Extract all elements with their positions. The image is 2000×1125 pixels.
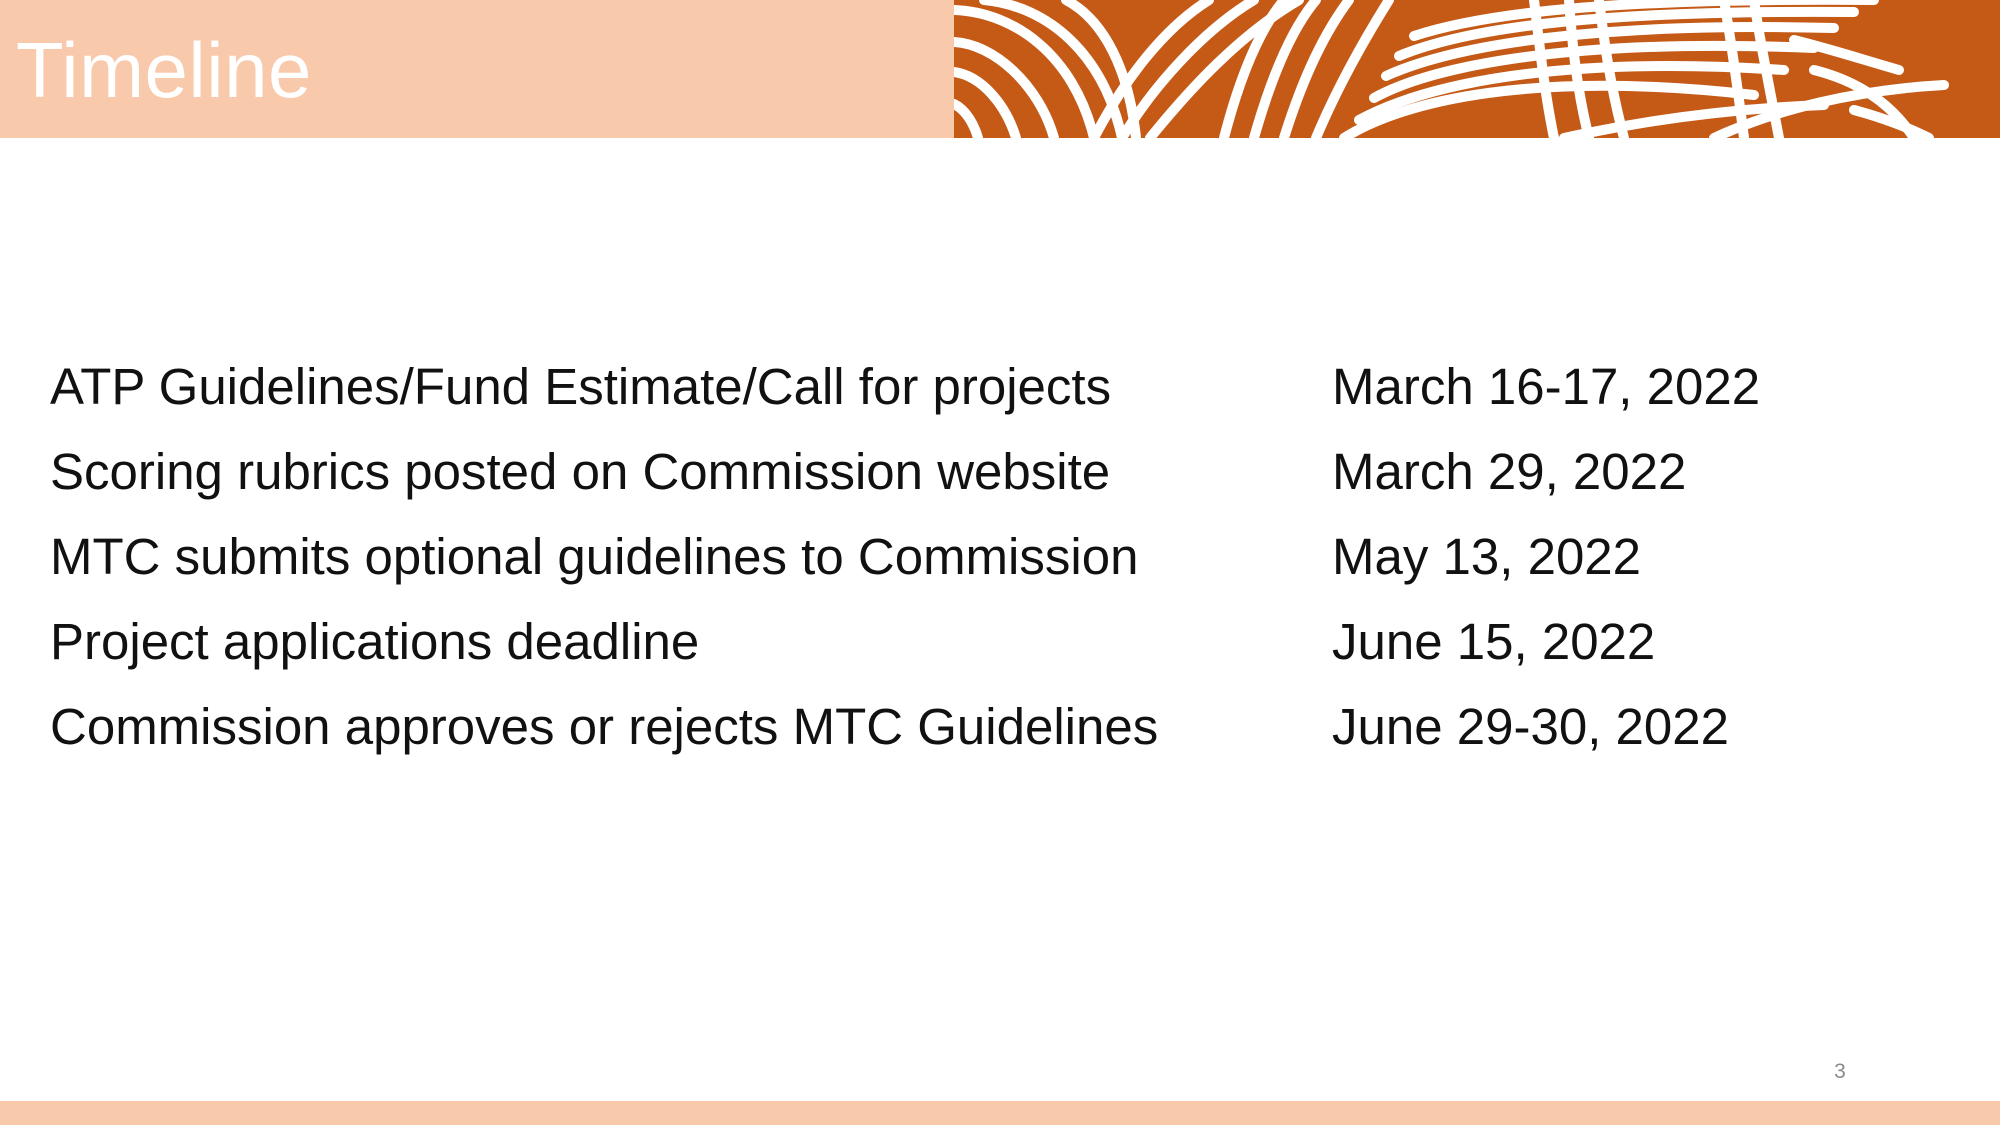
timeline-event-date: May 13, 2022 bbox=[1332, 528, 1642, 585]
timeline-event-date: June 29-30, 2022 bbox=[1332, 698, 1729, 755]
timeline-row bbox=[50, 599, 1910, 684]
timeline-table bbox=[50, 344, 1910, 769]
timeline-event-label: Project applications deadline bbox=[50, 613, 700, 670]
page-title: Timeline bbox=[16, 26, 312, 114]
timeline-event-date: March 29, 2022 bbox=[1332, 443, 1687, 500]
timeline-row bbox=[50, 429, 1910, 514]
timeline-event-date: June 15, 2022 bbox=[1332, 613, 1656, 670]
title-panel bbox=[0, 0, 954, 138]
header-band bbox=[0, 0, 2000, 138]
timeline-event-label: MTC submits optional guidelines to Commission bbox=[50, 528, 1139, 585]
header-pattern-graphic bbox=[954, 0, 2000, 138]
timeline-row bbox=[50, 684, 1910, 769]
timeline-event-label: ATP Guidelines/Fund Estimate/Call for projects bbox=[50, 358, 1112, 415]
timeline-event-label: Scoring rubrics posted on Commission website bbox=[50, 443, 1111, 500]
timeline-row bbox=[50, 344, 1910, 429]
timeline-event-date: March 16-17, 2022 bbox=[1332, 358, 1761, 415]
timeline-event-label: Commission approves or rejects MTC Guidelines bbox=[50, 698, 1159, 755]
page-number: 3 bbox=[1834, 1060, 1846, 1083]
footer-band bbox=[0, 1101, 2000, 1125]
woven-lines-pattern-icon bbox=[954, 0, 2000, 138]
timeline-row bbox=[50, 514, 1910, 599]
